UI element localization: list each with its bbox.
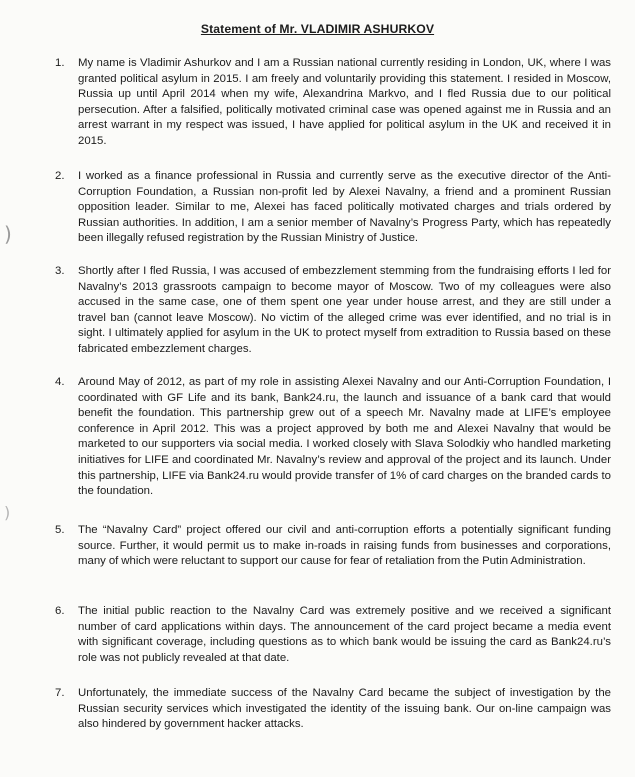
paragraph-number: 3. (55, 265, 65, 277)
paragraph-number: 5. (55, 524, 65, 536)
paragraph-text: The “Navalny Card” project offered our civil and anti-corruption efforts a potentially significant funding source. Further, it would permit us to make in-roads in raising funds from businesses and corporations, many of which were reluctant to support our cause for fear of retaliation from the Putin Administration. (78, 524, 611, 568)
paragraph-text: Shortly after I fled Russia, I was accused of embezzlement stemming from the fundraising efforts I led for Navalny’s 2013 grassroots campaign to become mayor of Moscow. Two of my colleagues were also accused in the same case, one of them spent one year under house arrest, and they are still under a travel ban (cannot leave Moscow). No victim of the alleged crime was ever identified, and no trial is in sight. I ultimately applied for asylum in the UK to protect myself from extradition to Russia based on these fabricated embezzlement charges. (78, 265, 611, 355)
paragraph-text: Unfortunately, the immediate success of the Navalny Card became the subject of investigation by the Russian security services which investigated the identity of the issuing bank. Our on-line campaign was also hindered by government hacker attacks. (78, 687, 611, 731)
scan-margin-mark: ) (4, 222, 12, 246)
paragraph-text: The initial public reaction to the Navalny Card was extremely positive and we received a significant number of card applications within days. The announcement of the card project became a media event with significant coverage, including questions as to which bank would be issuing the card as Bank24.ru’s role was not publicly revealed at that date. (78, 605, 611, 664)
paragraph-text: Around May of 2012, as part of my role in assisting Alexei Navalny and our Anti-Corruption Foundation, I coordinated with GF Life and its bank, Bank24.ru, the launch and issuance of a bank card that would benefit the foundation. This partnership grew out of a speech Mr. Navalny made at LIFE’s employee conference in April 2012. This was a project approved by both me and Alexei Navalny that would be marketed to our supporters via social media. I worked closely with Slava Solodkiy who handled marketing initiatives for LIFE and coordinated Mr. Navalny’s review and approval of the project and its launch. Under this partnership, LIFE via Bank24.ru would provide transfer of 1% of card charges on the branded cards to the foundation. (78, 376, 611, 498)
paragraph-number: 4. (55, 376, 65, 388)
page-title: Statement of Mr. VLADIMIR ASHURKOV (200, 22, 435, 36)
paragraph-number: 1. (55, 57, 65, 69)
paragraph-text: I worked as a finance professional in Russia and currently serve as the executive director of the Anti-Corruption Foundation, a Russian non-profit led by Alexei Navalny, a friend and a prominent Russian opposition leader. Similar to me, Alexei has faced politically motivated charges and trials ordered by Russian authorities. In addition, I am a senior member of Navalny’s Progress Party, which has repeatedly been illegally refused registration by the Russian Ministry of Justice. (78, 170, 611, 245)
scan-margin-mark: ) (4, 503, 11, 522)
paragraph-text: My name is Vladimir Ashurkov and I am a Russian national currently residing in London, UK, where I was granted political asylum in 2015. I am freely and voluntarily providing this statement. I resided in Moscow, Russia up until April 2014 when my wife, Alexandrina Markvo, and I fled Russia due to our political persecution. After a falsified, politically motivated criminal case was opened against me in Russia and an arrest warrant in my respect was issued, I have applied for political asylum in the UK and received it in 2015. (78, 57, 611, 147)
paragraph-number: 2. (55, 170, 65, 182)
paragraph-number: 7. (55, 687, 65, 699)
paragraph-number: 6. (55, 605, 65, 617)
